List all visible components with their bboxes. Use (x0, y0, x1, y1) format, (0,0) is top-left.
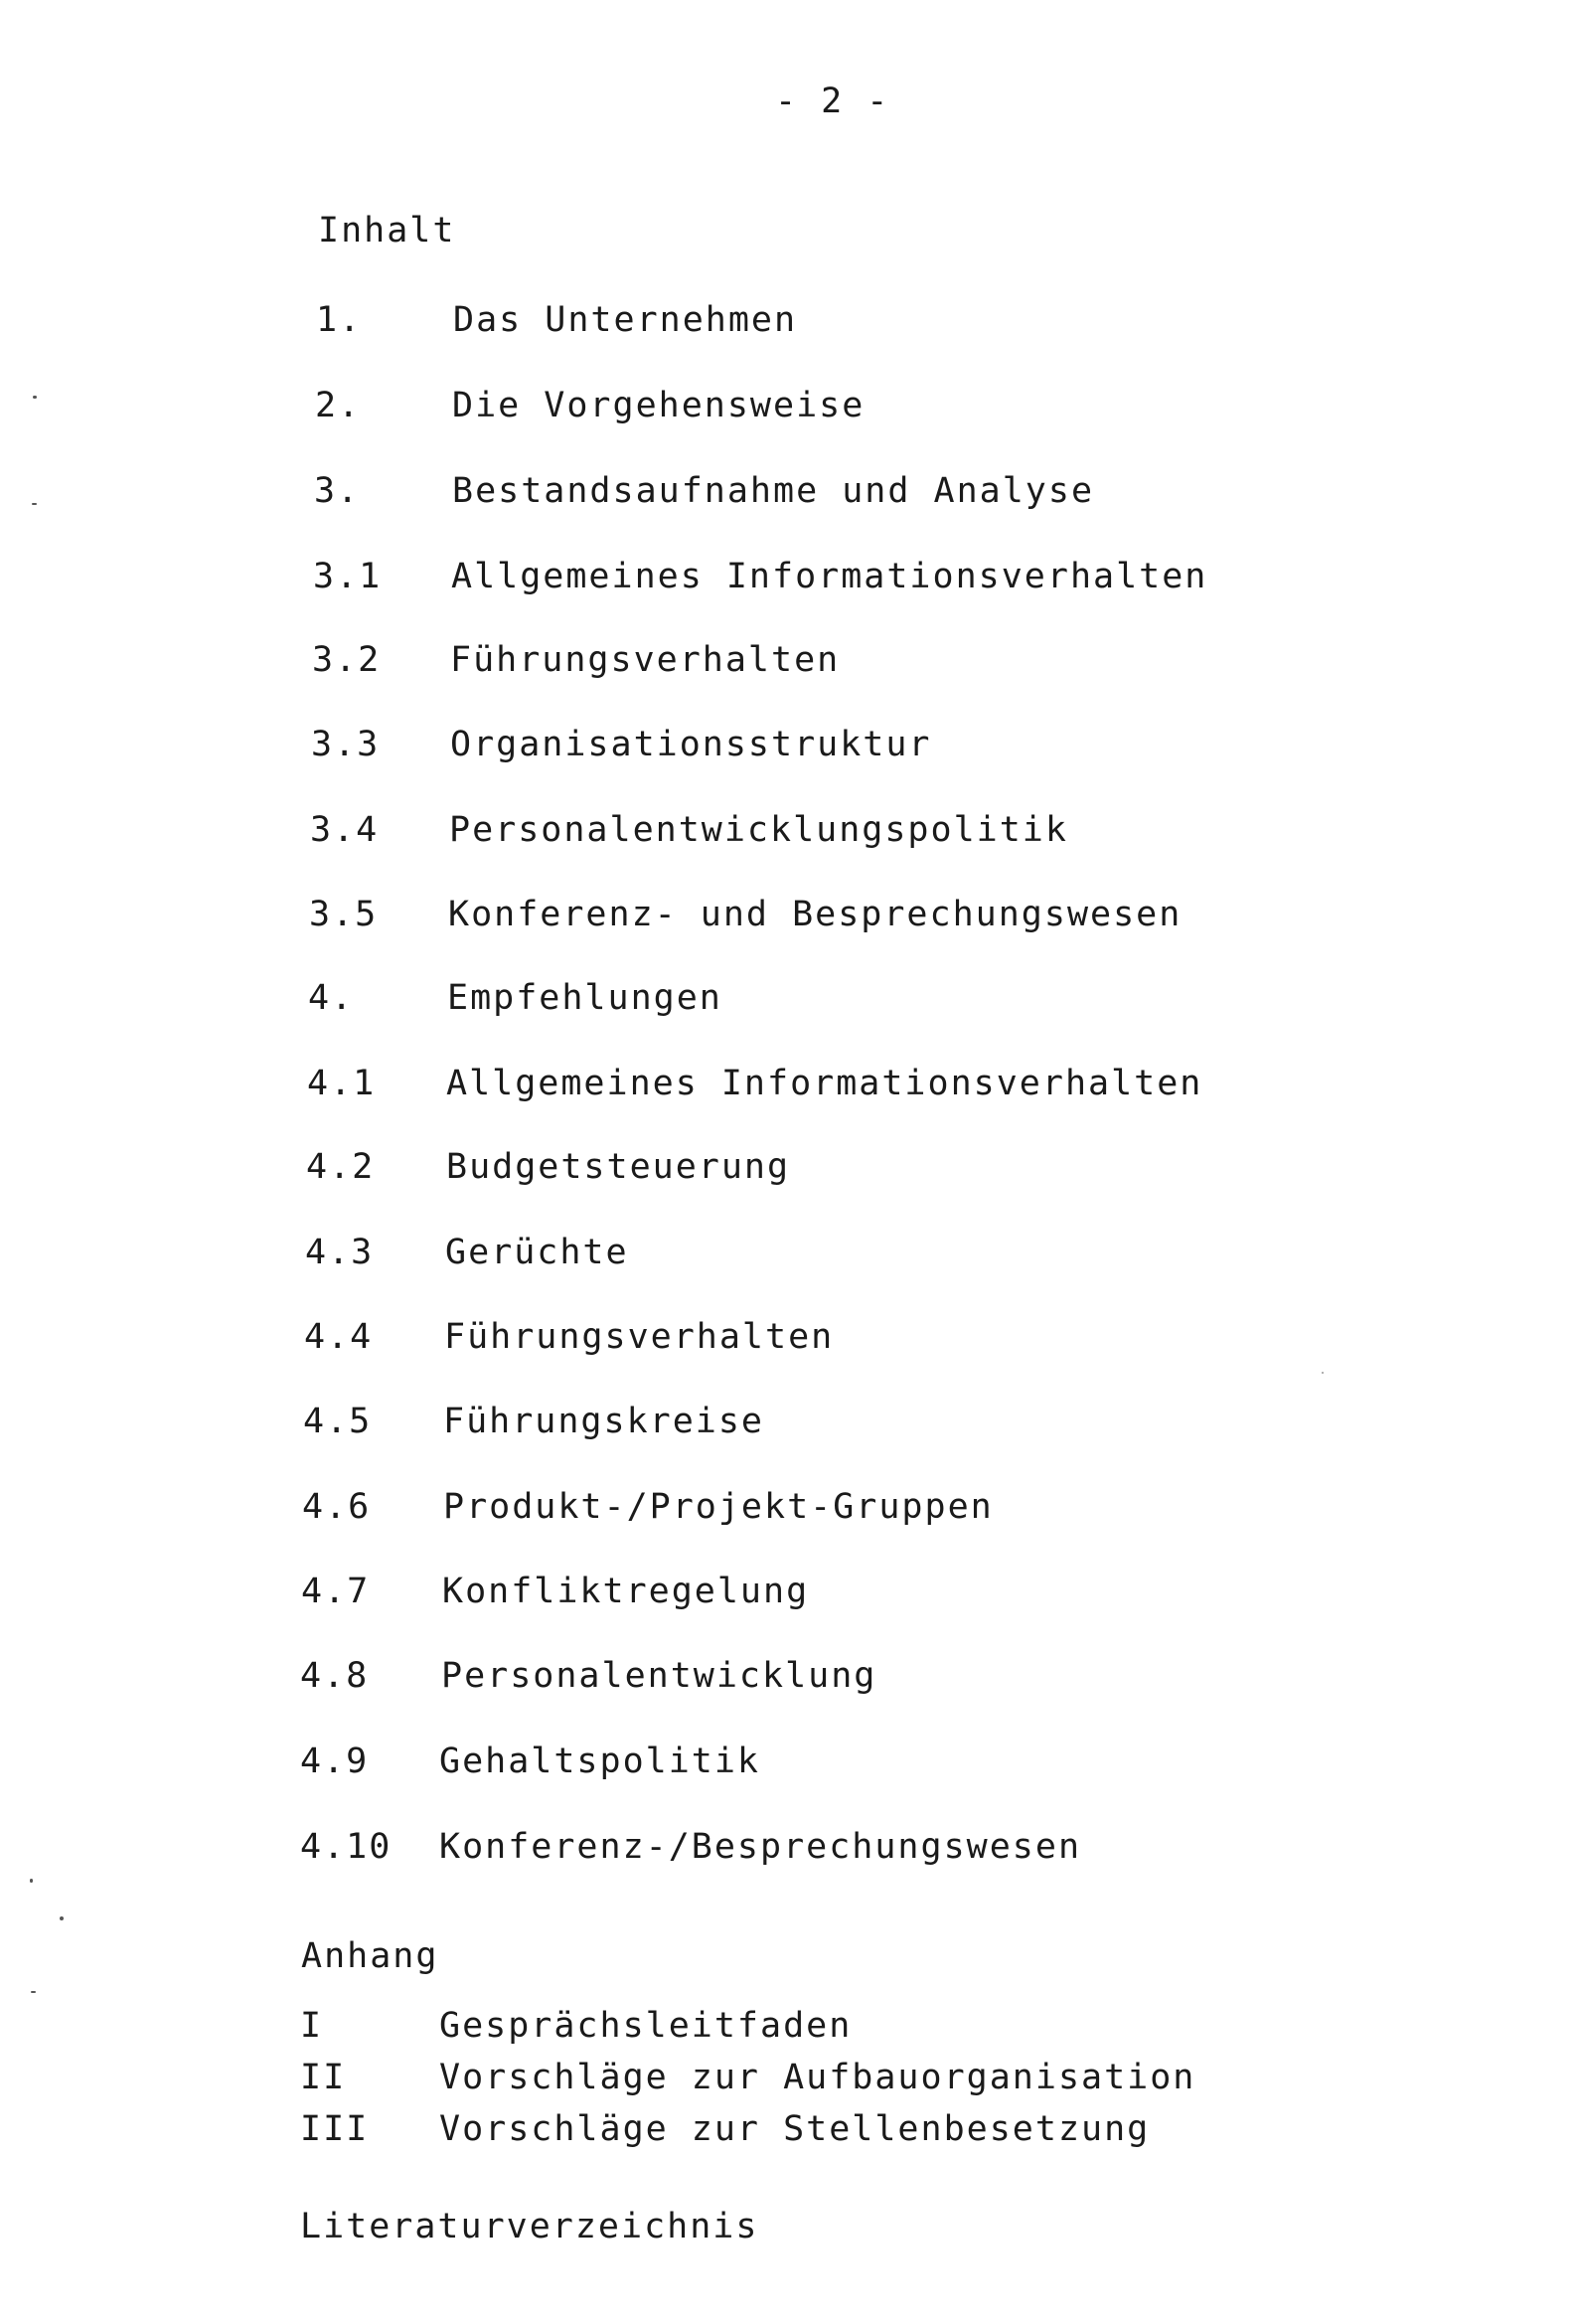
scan-speck (60, 1916, 64, 1920)
toc-entry-title: Das Unternehmen (453, 300, 798, 340)
appendix-entry-title: Vorschläge zur Aufbauorganisation (439, 2058, 1196, 2097)
toc-entry-title: Führungskreise (443, 1402, 765, 1441)
toc-entry-title: Die Vorgehensweise (452, 386, 866, 425)
scan-speck (30, 1879, 33, 1883)
toc-entry-title: Konferenz-/Besprechungswesen (439, 1827, 1082, 1867)
toc-entry-title: Führungsverhalten (444, 1317, 835, 1357)
appendix-entry-number: II (300, 2058, 347, 2097)
toc-entry-number: 3.4 (310, 810, 380, 850)
literature-heading: Literaturverzeichnis (300, 2207, 759, 2246)
toc-entry-number: 3. (314, 471, 361, 511)
toc-entry-number: 1. (316, 300, 363, 340)
toc-entry-title: Konferenz- und Besprechungswesen (448, 895, 1183, 934)
toc-entry-number: 3.3 (311, 725, 381, 764)
appendix-entry-title: Gesprächsleitfaden (439, 2006, 853, 2046)
toc-entry-title: Bestandsaufnahme und Analyse (452, 471, 1095, 511)
appendix-entry-number: I (300, 2006, 324, 2046)
toc-entry-number: 4.4 (304, 1317, 374, 1357)
toc-entry-number: 2. (315, 386, 362, 425)
toc-entry-number: 3.5 (309, 895, 379, 934)
toc-entry-number: 3.1 (313, 557, 383, 596)
toc-entry-number: 4.6 (302, 1487, 372, 1527)
toc-entry-number: 4.3 (305, 1233, 375, 1272)
toc-entry-number: 4.5 (303, 1402, 373, 1441)
toc-entry-number: 4.7 (301, 1572, 371, 1611)
toc-entry-number: 4. (308, 978, 355, 1018)
toc-entry-title: Budgetsteuerung (446, 1147, 791, 1187)
toc-heading: Inhalt (318, 211, 456, 250)
toc-entry-title: Empfehlungen (447, 978, 722, 1018)
toc-entry-title: Allgemeines Informationsverhalten (451, 557, 1208, 596)
toc-entry-title: Personalentwicklungspolitik (449, 810, 1068, 850)
toc-entry-number: 4.10 (300, 1827, 393, 1867)
toc-entry-title: Gehaltspolitik (439, 1742, 761, 1781)
scan-speck (31, 1991, 36, 1993)
toc-entry-number: 4.9 (300, 1742, 370, 1781)
page-number: - 2 - (775, 82, 890, 121)
appendix-entry-title: Vorschläge zur Stellenbesetzung (439, 2109, 1151, 2149)
scan-speck (32, 503, 37, 505)
toc-entry-number: 4.2 (306, 1147, 376, 1187)
toc-entry-number: 4.8 (300, 1656, 370, 1696)
scan-speck (1322, 1372, 1324, 1374)
toc-entry-number: 4.1 (307, 1064, 377, 1103)
scan-speck (33, 396, 37, 399)
toc-entry-title: Allgemeines Informationsverhalten (446, 1064, 1203, 1103)
toc-entry-title: Organisationsstruktur (450, 725, 932, 764)
toc-entry-title: Produkt-/Projekt-Gruppen (443, 1487, 994, 1527)
toc-entry-title: Gerüchte (445, 1233, 629, 1272)
toc-entry-number: 3.2 (312, 640, 382, 680)
toc-entry-title: Personalentwicklung (441, 1656, 877, 1696)
toc-entry-title: Führungsverhalten (450, 640, 841, 680)
toc-entry-title: Konfliktregelung (442, 1572, 810, 1611)
appendix-heading: Anhang (301, 1936, 439, 1976)
appendix-entry-number: III (300, 2109, 370, 2149)
